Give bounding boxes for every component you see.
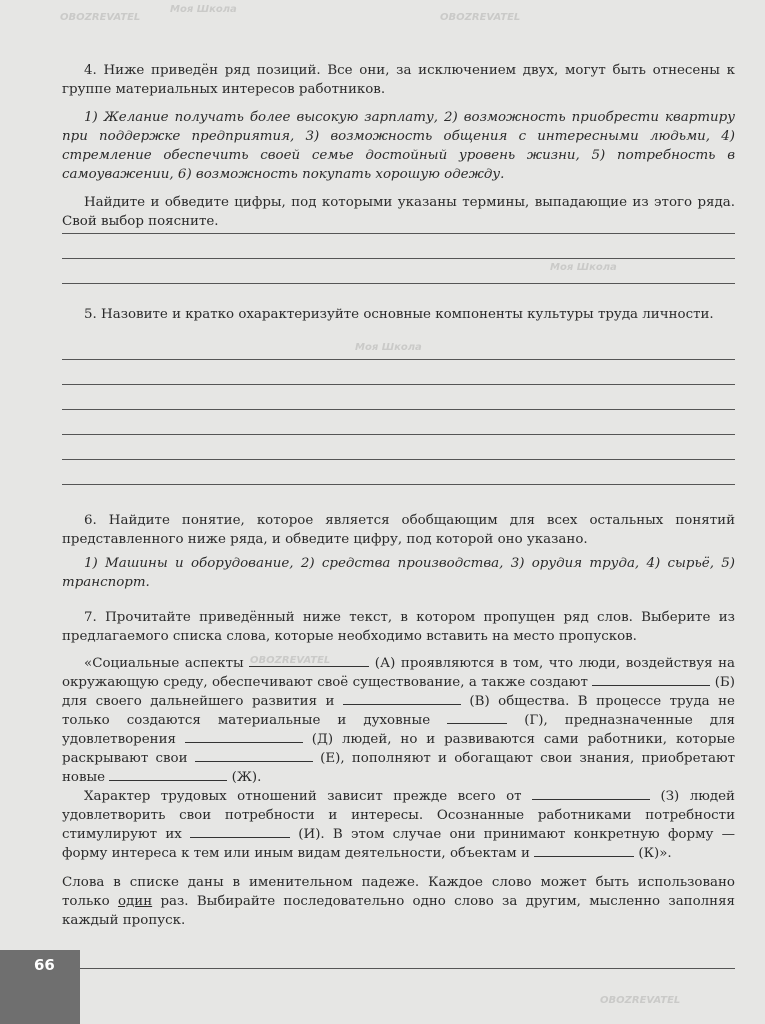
text: (К)».: [638, 846, 672, 861]
blank-i[interactable]: [190, 825, 290, 838]
blank-k[interactable]: [534, 844, 634, 857]
task-5: [62, 305, 735, 324]
task-6: [62, 511, 735, 592]
text: (В) общества. В процессе труда не только создаются материальные и духовные: [62, 694, 735, 728]
blank-d[interactable]: [185, 730, 303, 743]
answer-line[interactable]: [62, 384, 735, 385]
text: Характер трудовых отношений зависит прежде всего от: [84, 789, 522, 804]
blank-zh[interactable]: [109, 768, 227, 781]
task-6-question: 6. Найдите понятие, которое является обобщающим для всех остальных понятий представленного ниже ряда, и обведите цифру, под которой оно указано.: [62, 513, 735, 547]
text: (Г), предназначенные для удовлетворения: [62, 713, 735, 747]
blank-b[interactable]: [592, 673, 710, 686]
task-5-question: 5. Назовите и кратко охарактеризуйте основные компоненты культуры труда личности.: [84, 307, 714, 322]
answer-line[interactable]: [62, 484, 735, 485]
task-6-items: 1) Машины и оборудование, 2) средства производства, 3) орудия труда, 4) сырьё, 5) транспорт.: [62, 556, 735, 590]
watermark: OBOZREVATEL: [250, 655, 331, 666]
task-7-note: [62, 873, 735, 930]
answer-line[interactable]: [62, 459, 735, 460]
text: (З) людей удовлетворить свои потребности и интересы. Осознанные работниками потребности стимулируют их: [62, 789, 735, 842]
page-number-box: [0, 950, 80, 1024]
answer-line[interactable]: [62, 233, 735, 234]
answer-line[interactable]: [62, 283, 735, 284]
task-7: [62, 608, 735, 930]
watermark: Моя Школа: [550, 262, 617, 273]
answer-line[interactable]: [62, 409, 735, 410]
text: «Социальные аспекты: [84, 656, 244, 671]
text: Слова в списке даны в именительном падеже. Каждое слово может быть использовано только: [62, 875, 735, 909]
text: (Д) людей, но и развиваются сами работники, которые раскрывают свои: [62, 732, 736, 766]
blank-v[interactable]: [343, 692, 461, 705]
watermark: Моя Школа: [355, 342, 422, 353]
task-7-paragraph-1: [62, 654, 735, 787]
answer-line[interactable]: [62, 258, 735, 259]
text: (Б) для своего дальнейшего развития и: [62, 675, 735, 709]
task-4-question: 4. Ниже приведён ряд позиций. Все они, за исключением двух, могут быть отнесены к группе материальных интересов работников.: [62, 63, 735, 97]
text: (Е), пополняют и обогащают свои знания, приобретают новые: [62, 751, 736, 785]
task-7-question: 7. Прочитайте приведённый ниже текст, в котором пропущен ряд слов. Выберите из предлагаемого списка слова, которые необходимо вставить на место пропусков.: [62, 610, 735, 644]
task-4-instruction: Найдите и обведите цифры, под которыми указаны термины, выпадающие из этого ряда. Свой выбор поясните.: [62, 195, 735, 229]
text: (Ж).: [231, 770, 262, 785]
task-4: [62, 61, 735, 231]
answer-line[interactable]: [62, 434, 735, 435]
text: (И). В этом случае они принимают конкретную форму — форму интереса к тем или иным видам деятельности, объектам и: [62, 827, 735, 861]
page-number: 66: [34, 956, 55, 974]
task-7-paragraph-2: [62, 787, 735, 863]
answer-line[interactable]: [62, 359, 735, 360]
blank-a[interactable]: [249, 654, 369, 667]
watermark: OBOZREVATEL: [60, 12, 141, 23]
blank-g[interactable]: [447, 711, 507, 724]
watermark: Моя Школа: [170, 4, 237, 15]
blank-e[interactable]: [195, 749, 313, 762]
watermark: OBOZREVATEL: [600, 995, 681, 1006]
text: (А) проявляются в том, что люди, воздействуя на окружающую среду, обеспечивают своё существование, а также создают: [62, 656, 735, 690]
underlined-word: один: [117, 894, 153, 909]
task-4-items: 1) Желание получать более высокую зарплату, 2) возможность приобрести квартиру при поддержке предприятия, 3) возможность общения с интересными людьми, 4) стремление обеспечить своей семье достойный уровень жизни, 5) потребность в самоуважении, 6) возможность покупать хорошую одежду.: [62, 110, 735, 182]
text: раз. Выбирайте последовательно одно слово за другим, мысленно заполняя каждый пропуск.: [62, 894, 735, 928]
blank-z[interactable]: [532, 787, 650, 800]
watermark: OBOZREVATEL: [440, 12, 521, 23]
answer-line[interactable]: [62, 968, 735, 969]
